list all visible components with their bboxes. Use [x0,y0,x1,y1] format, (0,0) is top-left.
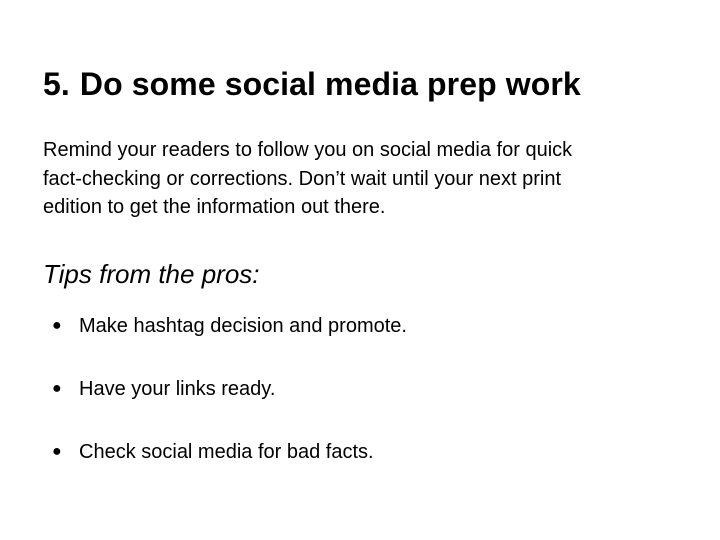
body-paragraph [43,136,703,222]
body-line: Remind your readers to follow you on social media for quick [43,139,573,161]
tips-heading: Tips from the pros: [43,259,260,289]
tip-text: Make hashtag decision and promote. [79,315,407,337]
tips-list [43,310,407,499]
title-number: 5. [43,66,70,102]
slide-title [43,64,581,104]
body-line: edition to get the information out there. [43,196,386,218]
title-text: Do some social media prep work [79,66,581,102]
tip-text: Check social media for bad facts. [79,441,374,463]
body-line: fact-checking or corrections. Don’t wait until your next print [43,167,561,190]
bullet-icon: ● [52,380,62,397]
list-item [43,373,407,436]
tip-text: Have your links ready. [79,378,276,400]
list-item [43,310,407,373]
list-item [43,436,407,499]
bullet-icon: ● [52,317,62,334]
bullet-icon: ● [52,443,62,460]
